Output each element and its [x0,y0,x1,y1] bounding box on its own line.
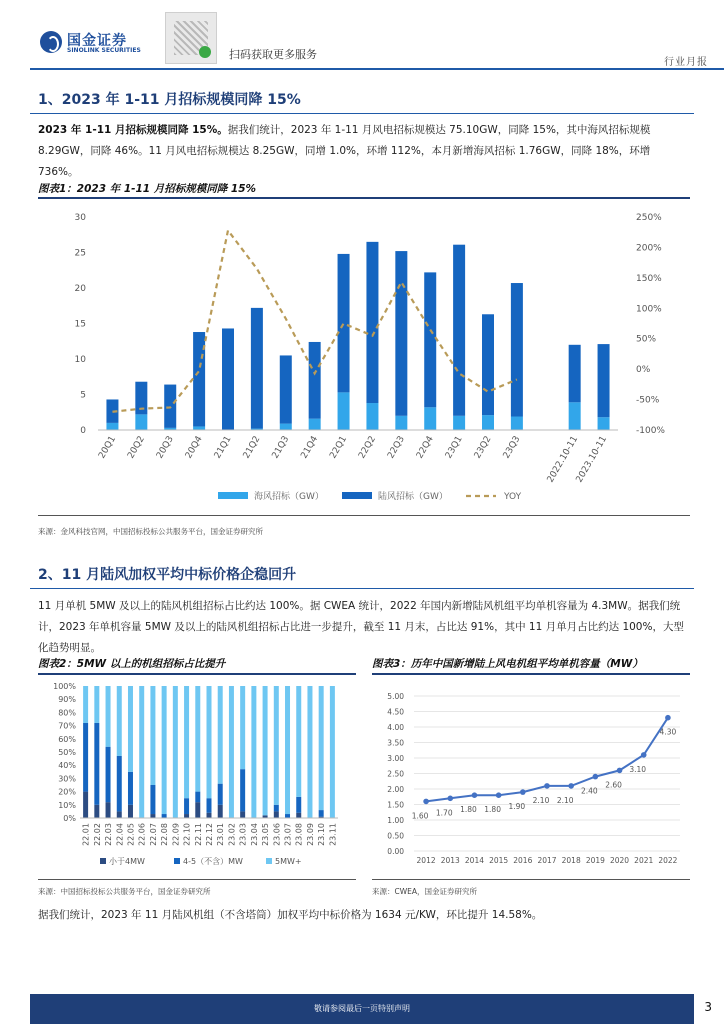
chart2-y-tick: 80% [58,708,76,718]
chart1-bar-offshore [338,392,350,430]
chart2-bar-4to5mw [319,810,324,817]
chart1-x-tick: 22Q2 [357,434,379,461]
chart2-bar-4to5mw [184,798,189,814]
chart2-bar-5mwplus [218,686,223,784]
chart1-bars [106,242,609,430]
chart1-x-tick: 2022.10-11 [545,434,581,485]
chart2-y-tick: 50% [58,748,76,757]
chart2-x-tick: 23.07 [283,823,293,846]
chart1-x-tick: 21Q2 [241,434,263,461]
chart3-point [544,783,550,789]
chart3-point [423,799,429,805]
chart1-bar-onshore [395,251,407,416]
chart2-y-tick: 100% [53,682,76,691]
chart3-data-label: 2.10 [532,795,550,805]
chart2-x-tick: 22.12 [205,823,214,846]
chart3-y-tick: 3.00 [387,754,404,763]
sinolink-logo-icon [40,31,62,53]
chart2-x-tick: 23.08 [294,823,304,846]
chart2-bar-4to5mw [128,772,133,805]
chart2-bar-5mwplus [117,686,122,756]
section1-body: 据我们统计，2023 年 1-11 月风电招标规模达 75.10GW，同降 15%，其中海风招标规模 8.29GW，同降 46%。11 月风电招标规模达 8.25GW，同增 1.0%，环增 112%，本月新增海风招标 1.76GW，同降 18%，环增 736%。 [38,124,651,178]
chart1-y-left-tick: 15 [74,319,86,330]
chart1-bar-onshore [366,242,378,403]
section1-lead: 2023 年 1-11 月招标规模同降 15%。 [38,124,228,136]
chart2-bar-5mwplus [251,686,256,818]
chart3-data-label: 1.60 [411,811,429,821]
chart1-x-tick: 23Q3 [501,434,523,461]
chart1-legend-swatch-offshore [218,492,248,499]
chart1-x-tick: 20Q3 [155,434,176,461]
chart2-bar-4to5mw [195,792,200,803]
chart1-bar-offshore [482,415,494,430]
chart2-bar-5mwplus [128,686,133,772]
chart3-x-tick: 2022 [658,856,678,865]
chart2-bar-under4mw [106,802,111,818]
chart2-bar-4to5mw [150,785,155,814]
chart1-bar-offshore [193,426,205,430]
chart1-bar-onshore [222,328,234,430]
chart2-legend-swatch [266,858,272,864]
chart1-y-right-tick: 250% [636,213,662,223]
chart2-legend-label: 4-5（不含）MW [183,857,243,866]
section2-paragraph: 11 月单机 5MW 及以上的陆风机组招标占比约达 100%。据 CWEA 统计，2022 年国内新增陆风机组平均单机容量为 4.3MW。据我们统计，2023 年单机容量 5MW 及以上的陆风机组招标占比进一步提升，截至 11 月末，占比达 91%，其中 11 月单月占比约达 100%，大型化趋势明显。 [38,600,684,654]
chart1-y-left-tick: 0 [80,426,86,436]
chart2-x-tick: 22.10 [182,823,192,846]
chart2-bar-under4mw [218,805,223,818]
chart2-x-tick: 23.02 [227,823,237,846]
chart3-point [472,792,478,798]
chart2-y-tick: 60% [58,734,76,744]
chart2-bar-4to5mw [162,814,167,818]
chart1-x-tick: 2023.10-11 [574,434,610,485]
figure2-title: 图表2：5MW 以上的机组招标占比提升 [38,658,226,670]
section1-divider [30,113,694,114]
chart2-x-tick: 23.03 [238,823,248,846]
chart1-y-right-tick: 50% [636,334,657,345]
chart2-bar-5mwplus [307,686,312,818]
chart2-bar-4to5mw [285,814,290,818]
chart1-y-left-tick: 5 [80,390,86,401]
closing-paragraph: 据我们统计，2023 年 11 月陆风机组（不含塔筒）加权平均中标价格为 1634 元/KW，环比提升 14.58%。 [38,909,543,921]
chart1-bar-offshore [366,403,378,430]
chart2-bar-4to5mw [218,784,223,805]
chart1-y-right-tick: 100% [636,304,662,315]
chart3-y-tick: 0.50 [387,831,404,841]
chart1-y-left-tick: 20 [74,284,86,294]
chart3-y-tick: 3.50 [387,738,404,748]
chart1-y-left-tick: 25 [74,248,86,259]
chart3-y-tick: 2.00 [387,785,404,794]
chart2-bar-5mwplus [162,686,167,814]
chart2-x-tick: 23.11 [328,823,338,846]
chart3-point [496,792,502,798]
chart1-bar-onshore [598,344,610,417]
chart2-bar-5mwplus [319,686,324,810]
chart2-bar-5mwplus [330,686,335,818]
chart2-legend-label: 5MW+ [275,857,302,866]
chart3-point [665,715,671,721]
chart3-data-label: 1.70 [435,808,453,818]
chart2-x-tick: 23.05 [261,823,271,846]
figure2-bottom-rule [38,879,356,880]
chart2-x-tick: 22.04 [115,823,125,846]
report-type: 行业月报 [664,57,708,68]
chart2-y-tick: 90% [58,695,76,705]
footer-disclaimer[interactable]: 敬请参阅最后一页特别声明 [314,1004,410,1013]
chart3-y-tick: 4.50 [387,707,404,717]
chart2-bar-5mwplus [173,686,178,818]
section1-title: 1、2023 年 1-11 月招标规模同降 15% [38,92,301,108]
chart1-x-tick: 20Q4 [183,434,205,461]
chart2-x-tick: 23.10 [317,823,327,846]
chart3-x-tick: 2013 [440,856,460,865]
chart3-y-tick: 0.00 [387,847,404,856]
chart1-x-tick: 20Q2 [126,434,147,461]
chart1-x-tick: 21Q3 [270,434,292,461]
chart3-point [593,774,599,780]
chart2-bar-4to5mw [94,723,99,805]
chart3-data-label: 1.80 [460,805,477,815]
chart3-x-tick: 2019 [585,856,605,865]
figure3-bottom-rule [372,879,690,880]
chart1-bar-onshore [424,272,436,407]
section1-paragraph [38,120,690,183]
chart2-bar-under4mw [240,811,245,818]
chart2-y-tick: 40% [58,761,76,771]
chart1-x-tick: 21Q1 [212,434,234,461]
chart1-y-left-tick: 30 [74,213,86,223]
chart3-x-tick: 2016 [513,856,533,865]
chart3-y-tick: 4.00 [387,723,404,732]
chart2-bar-under4mw [207,813,212,818]
figure1-bottom-rule [38,515,690,516]
chart3-point [447,796,453,802]
chart1-y-left-tick: 10 [74,355,86,365]
qr-code-icon[interactable] [165,12,217,64]
company-name-cn: 国金证券 [67,33,127,49]
chart3-point [520,789,526,795]
chart2-x-tick: 23.01 [216,823,226,846]
chart1-bar-onshore [453,245,465,416]
chart1-y-right-tick: -100% [636,426,665,436]
chart3-x-tick: 2021 [634,856,654,865]
chart3-point [568,783,574,789]
figure1-source: 来源：金风科技官网，中国招标投标公共服务平台，国金证券研究所 [38,527,263,536]
footer-bar [30,994,694,1024]
chart1-y-right-tick: 0% [636,365,651,376]
chart2-bar-5mwplus [83,686,88,723]
chart2-y-tick: 30% [58,774,76,784]
page-number: 3 [704,1000,712,1014]
chart2-y-tick: 10% [58,800,76,810]
chart3-svg [372,676,690,876]
chart3-y-tick: 5.00 [387,692,404,701]
chart3-x-tick: 2018 [561,856,581,865]
chart2-bar-4to5mw [106,747,111,802]
chart1-bar-offshore [395,416,407,430]
chart2-x-tick: 22.08 [160,823,170,846]
chart3-data-label: 2.40 [581,786,598,796]
chart3-y-tick: 1.50 [387,800,404,810]
chart1-x-tick: 22Q1 [328,434,350,461]
chart3-data-label: 4.30 [659,727,677,737]
chart1-bar-onshore [280,355,292,423]
chart1-legend-offshore: 海风招标（GW） [254,492,324,502]
chart1-bar-onshore [251,308,263,429]
chart3-y-tick: 1.00 [387,816,404,825]
chart1-bar-offshore [453,416,465,430]
chart2-bar-5mwplus [285,686,290,814]
chart1-bar-offshore [135,414,147,430]
chart1-x-tick: 23Q2 [472,434,494,461]
chart1-y-right-tick: 150% [636,273,662,284]
chart1-bar-onshore [338,254,350,392]
chart2-bar-under4mw [184,814,189,818]
chart2-legend-label: 小于4MW [109,857,145,866]
chart2-bar-5mwplus [184,686,189,798]
chart2-svg [38,676,356,876]
chart2-bar-5mwplus [207,686,212,798]
chart1-bar-offshore [511,417,523,430]
chart2-x-tick: 22.03 [104,823,114,846]
chart1-legend-swatch-onshore [342,492,372,499]
chart2-bar-5mwplus [94,686,99,723]
chart2-bar-under4mw [94,805,99,818]
chart1-x-tick: 21Q4 [299,434,321,461]
chart2-x-tick: 23.09 [305,823,315,846]
chart2-x-tick: 22.11 [193,823,203,846]
chart2-bar-5mwplus [263,686,268,815]
chart1-x-tick: 22Q4 [415,434,436,461]
chart3-data-label: 1.80 [484,805,501,815]
chart2-bar-4to5mw [117,756,122,811]
chart2-bar-under4mw [195,802,200,818]
chart3-data-label: 2.60 [605,780,622,790]
figure3-rule [372,673,690,675]
chart1-bar-offshore [424,407,436,430]
chart2-x-tick: 22.06 [137,823,147,846]
chart2-x-tick: 23.04 [249,823,259,846]
chart2-legend-swatch [100,858,106,864]
chart2-bar-under4mw [150,814,155,818]
chart2-x-tick: 23.06 [272,823,282,846]
chart2-bar-4to5mw [240,769,245,811]
chart1-y-right-tick: 200% [636,243,662,254]
chart2-legend-swatch [174,858,180,864]
chart3-data-label: 1.90 [508,802,526,812]
chart2-bar-4to5mw [274,805,279,812]
chart3-x-tick: 2014 [464,856,485,865]
chart3-x-tick: 2017 [537,856,557,865]
section2-title: 2、11 月陆风加权平均中标价格企稳回升 [38,567,297,583]
chart1-legend-yoy: YOY [504,492,522,502]
figure1-title: 图表1：2023 年 1-11 月招标规模同降 15% [38,183,257,195]
figure2-source: 来源：中国招标投标公共服务平台，国金证券研究所 [38,887,211,896]
chart1-bar-onshore [309,342,321,419]
figure2-rule [38,673,356,675]
chart3-point [617,768,623,774]
chart2-x-tick: 22.05 [126,823,136,846]
chart2-bar-under4mw [128,805,133,818]
chart2-bar-4to5mw [83,723,88,792]
figure3-title: 图表3：历年中国新增陆上风电机组平均单机容量（MW） [372,658,643,670]
chart1-bar-offshore [569,402,581,430]
chart3-data-label: 2.10 [556,795,574,805]
chart1-bar-onshore [569,345,581,403]
chart1-legend-onshore: 陆风招标（GW） [378,492,448,502]
chart3-data-label: 3.10 [629,764,647,774]
chart2-y-tick: 0% [63,814,76,823]
chart2-bar-5mwplus [106,686,111,747]
chart1-bar-offshore [309,419,321,430]
chart1-bar-onshore [482,314,494,415]
chart2-bar-under4mw [83,792,88,818]
chart1-x-tick: 22Q3 [386,434,407,461]
chart2-bar-5mwplus [240,686,245,769]
chart2-bar-under4mw [274,811,279,818]
chart2-x-tick: 22.02 [92,823,102,846]
chart2-x-tick: 22.07 [148,823,158,846]
chart2-bar-5mwplus [139,686,144,818]
chart2-bar-under4mw [117,811,122,818]
figure1-rule [38,197,690,199]
section2-divider [30,588,694,589]
chart2-bar-5mwplus [150,686,155,785]
chart3-y-tick: 2.50 [387,769,404,779]
chart2-bar-under4mw [296,813,301,818]
scan-prompt: 扫码获取更多服务 [229,48,317,61]
chart2-x-tick: 22.09 [171,823,181,846]
header-divider [30,68,724,70]
chart1-y-right-tick: -50% [636,395,660,406]
chart3-x-tick: 2020 [609,856,630,865]
chart1-x-tick: 23Q1 [443,434,465,461]
chart1-svg [38,200,690,514]
chart1-legend [218,490,522,502]
chart2-x-tick: 22.01 [81,823,91,846]
chart3-x-tick: 2015 [489,856,509,865]
chart2-y-tick: 70% [58,721,76,731]
company-name-en: SINOLINK SECURITIES [67,47,141,54]
chart2-bar-5mwplus [195,686,200,792]
chart3-point [641,752,647,758]
chart1-bar-offshore [598,417,610,430]
chart2-bar-4to5mw [296,797,301,813]
chart2-bar-4to5mw [207,798,212,813]
chart1-bar-offshore [106,423,118,430]
chart2-bar-5mwplus [229,686,234,818]
chart2-bar-5mwplus [274,686,279,805]
chart2-y-tick: 20% [58,787,76,797]
chart1-bar-offshore [280,424,292,430]
chart2-bar-5mwplus [296,686,301,797]
chart3-x-tick: 2012 [416,856,436,865]
figure3-source: 来源：CWEA，国金证券研究所 [372,887,478,896]
chart1-bar-onshore [511,283,523,416]
chart1-x-tick: 20Q1 [97,434,119,461]
